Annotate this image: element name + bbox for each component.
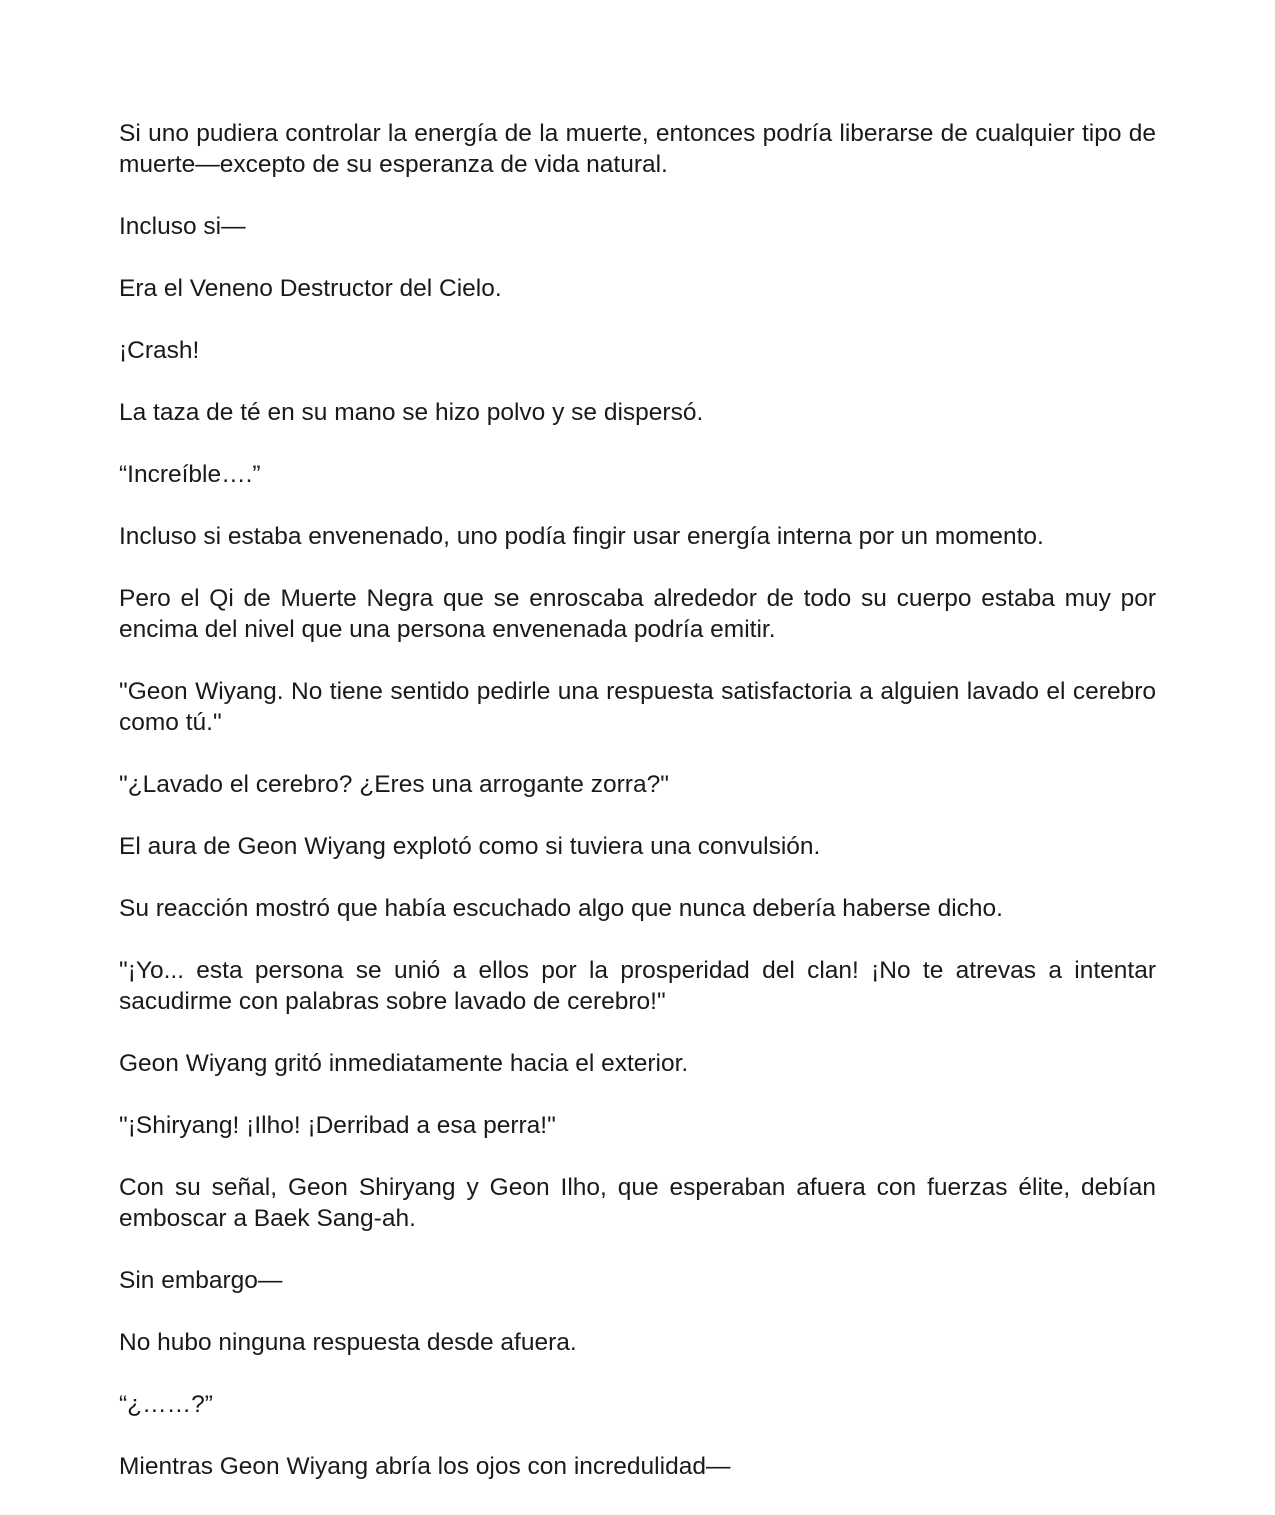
paragraph-7: Incluso si estaba envenenado, uno podía fingir usar energía interna por un momento. — [119, 523, 1044, 550]
paragraph-1: Si uno pudiera controlar la energía de la muerte, entonces podría liberarse de cualquier tipo de muerte—excepto de su esperanza de vida natural. — [119, 120, 1156, 178]
paragraph-9: "Geon Wiyang. No tiene sentido pedirle una respuesta satisfactoria a alguien lavado el cerebro como tú." — [119, 678, 1156, 736]
paragraph-16: Con su señal, Geon Shiryang y Geon Ilho, que esperaban afuera con fuerzas élite, debían emboscar a Baek Sang-ah. — [119, 1174, 1156, 1232]
paragraph-6: “Increíble….” — [119, 461, 261, 488]
paragraph-3: Era el Veneno Destructor del Cielo. — [119, 275, 502, 302]
document-page — [119, 118, 1156, 1482]
paragraph-11: El aura de Geon Wiyang explotó como si tuviera una convulsión. — [119, 833, 821, 860]
paragraph-5: La taza de té en su mano se hizo polvo y se dispersó. — [119, 399, 704, 426]
paragraph-15: "¡Shiryang! ¡Ilho! ¡Derribad a esa perra!" — [119, 1112, 556, 1139]
paragraph-18: No hubo ninguna respuesta desde afuera. — [119, 1329, 577, 1356]
paragraph-2: Incluso si— — [119, 213, 246, 240]
paragraph-17: Sin embargo— — [119, 1267, 283, 1294]
paragraph-8: Pero el Qi de Muerte Negra que se enroscaba alrededor de todo su cuerpo estaba muy por encima del nivel que una persona envenenada podría emitir. — [119, 585, 1156, 643]
paragraph-10: "¿Lavado el cerebro? ¿Eres una arrogante zorra?" — [119, 771, 669, 798]
paragraph-12: Su reacción mostró que había escuchado algo que nunca debería haberse dicho. — [119, 895, 1003, 922]
paragraph-13: "¡Yo... esta persona se unió a ellos por la prosperidad del clan! ¡No te atrevas a intentar sacudirme con palabras sobre lavado de cerebro!" — [119, 957, 1156, 1015]
paragraph-4: ¡Crash! — [119, 337, 200, 364]
paragraph-14: Geon Wiyang gritó inmediatamente hacia el exterior. — [119, 1050, 689, 1077]
paragraph-19: “¿……?” — [119, 1391, 213, 1418]
paragraph-20: Mientras Geon Wiyang abría los ojos con incredulidad— — [119, 1453, 731, 1480]
